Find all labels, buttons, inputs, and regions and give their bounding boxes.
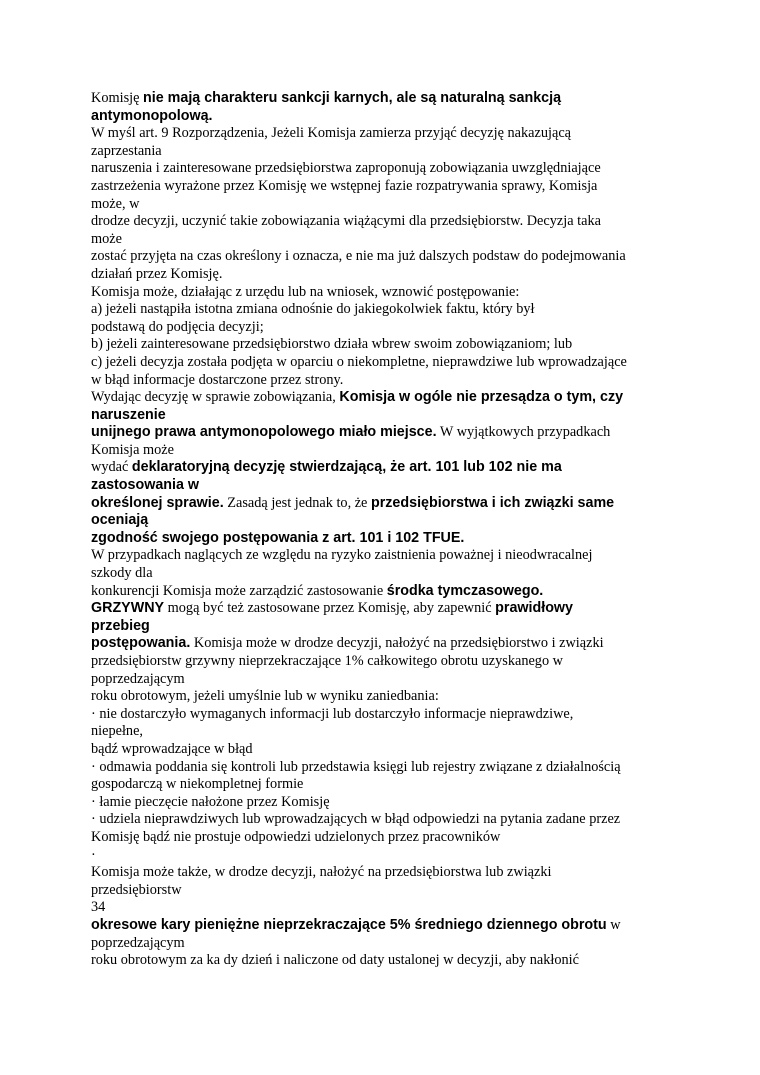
text-line: [91, 600, 681, 618]
text: drodze decyzji, uczynić takie zobowiązania wiążącymi dla przedsiębiorstw. Decyzja taka: [91, 213, 601, 230]
text-line: [91, 811, 681, 829]
text-line: [91, 301, 681, 319]
text-line: [91, 899, 681, 917]
text-line: [91, 248, 681, 266]
text: a) jeżeli nastąpiła istotna zmiana odnośnie do jakiegokolwiek faktu, który był: [91, 301, 535, 318]
text-line: [91, 442, 681, 460]
bold-text: oceniają: [91, 512, 149, 529]
bold-text: przebieg: [91, 617, 150, 634]
bold-text: nie mają charakteru sankcji karnych, ale są naturalną sankcją: [143, 90, 562, 106]
text: Komisja może: [91, 441, 174, 458]
text-line: [91, 266, 681, 284]
text: mogą być też zastosowane przez Komisję, aby zapewnić: [164, 600, 496, 617]
text-line: [91, 477, 681, 495]
text-line: [91, 618, 681, 636]
text-line: [91, 653, 681, 671]
text-line: [91, 952, 681, 970]
text: naruszenia i zainteresowane przedsiębiorstwa zaproponują zobowiązania uwzględniające: [91, 160, 601, 177]
text-line: [91, 794, 681, 812]
text: szkody dla: [91, 565, 153, 582]
text: niepełne,: [91, 723, 144, 740]
text-line: [91, 512, 681, 530]
text: zaprzestania: [91, 142, 162, 159]
text: poprzedzającym: [91, 934, 185, 951]
text: Komisja może, działając z urzędu lub na wniosek, wznowić postępowanie:: [91, 283, 520, 300]
text: · nie dostarczyło wymaganych informacji lub dostarczyło informacje nieprawdziwe,: [91, 705, 574, 722]
text: gospodarczą w niekompletnej formie: [91, 776, 304, 793]
text: Komisja może w drodze decyzji, nałożyć na przedsiębiorstwo i związki: [190, 635, 604, 652]
text-line: [91, 583, 681, 601]
text: Komisję: [91, 90, 144, 106]
bold-text: zastosowania w: [91, 477, 200, 494]
text: działań przez Komisję.: [91, 265, 223, 282]
text-line: [91, 231, 681, 249]
bold-text: unijnego prawa antymonopolowego miało miejsce.: [91, 424, 437, 441]
text-line: [91, 759, 681, 777]
text: Zasadą jest jednak to, że: [223, 494, 371, 511]
bold-text: postępowania.: [91, 635, 191, 652]
text-line: [91, 424, 681, 442]
text-line: [91, 354, 681, 372]
bold-text: określonej sprawie.: [91, 494, 224, 511]
text-line: [91, 372, 681, 390]
bold-text: środka tymczasowego.: [386, 582, 544, 599]
text: może, w: [91, 195, 140, 212]
bold-text: Komisja w ogóle nie przesądza o tym, czy: [339, 389, 624, 406]
text: bądź wprowadzające w błąd: [91, 740, 253, 757]
text-line: [91, 741, 681, 759]
text: · udziela nieprawdziwych lub wprowadzających w błąd odpowiedzi na pytania zadane przez: [91, 811, 621, 828]
text: konkurencji Komisja może zarządzić zastosowanie: [91, 582, 387, 599]
text-line: [91, 459, 681, 477]
text: 34: [91, 899, 106, 916]
text-line: [91, 706, 681, 724]
text: c) jeżeli decyzja została podjęta w oparciu o niekompletne, nieprawdziwe lub wprowadzające: [91, 353, 627, 370]
bold-text: naruszenie: [91, 406, 166, 423]
text-line: [91, 90, 681, 108]
text-line: [91, 635, 681, 653]
text: podstawą do podjęcia decyzji;: [91, 318, 264, 335]
text-line: [91, 917, 681, 935]
text-line: [91, 143, 681, 161]
text-line: [91, 336, 681, 354]
text-line: [91, 864, 681, 882]
text-line: [91, 530, 681, 548]
text-line: [91, 935, 681, 953]
text: roku obrotowym, jeżeli umyślnie lub w wyniku zaniedbania:: [91, 688, 439, 705]
bold-text: zgodność swojego postępowania z art. 101 i 102 TFUE.: [91, 529, 465, 546]
text-line: [91, 688, 681, 706]
bold-text: przedsiębiorstwa i ich związki same: [370, 494, 615, 511]
text: w błąd informacje dostarczone przez strony.: [91, 371, 344, 388]
text: zastrzeżenia wyrażone przez Komisję we wstępnej fazie rozpatrywania sprawy, Komisja: [91, 177, 598, 194]
text: b) jeżeli zainteresowane przedsiębiorstwo działa wbrew swoim zobowiązaniom; lub: [91, 336, 573, 353]
text: roku obrotowym za ka dy dzień i naliczone od daty ustalonej w decyzji, aby nakłonić: [91, 952, 579, 969]
text-line: [91, 495, 681, 513]
text: Wydając decyzję w sprawie zobowiązania,: [91, 389, 340, 406]
text-line: [91, 565, 681, 583]
text-line: [91, 882, 681, 900]
text-line: [91, 196, 681, 214]
text-line: [91, 108, 681, 126]
text-line: [91, 547, 681, 565]
text-line: [91, 319, 681, 337]
bold-text: okresowe kary pieniężne nieprzekraczające 5% średniego dziennego obrotu: [91, 916, 607, 933]
text-line: [91, 389, 681, 407]
text: W wyjątkowych przypadkach: [436, 424, 611, 441]
text-line: [91, 847, 681, 865]
text-line: [91, 284, 681, 302]
text: ·: [91, 846, 96, 863]
text: zostać przyjęta na czas określony i oznacza, e nie ma już dalszych podstaw do podejmowania: [91, 248, 626, 265]
text: wydać: [91, 459, 132, 476]
text-line: [91, 723, 681, 741]
bold-text: deklaratoryjną decyzję stwierdzającą, że art. 101 lub 102 nie ma: [131, 459, 562, 476]
text-line: [91, 671, 681, 689]
text: Komisja może także, w drodze decyzji, nałożyć na przedsiębiorstwa lub związki: [91, 864, 552, 881]
text: przedsiębiorstw: [91, 881, 182, 898]
text: · łamie pieczęcie nałożone przez Komisję: [91, 793, 330, 810]
text-line: [91, 178, 681, 196]
text: poprzedzającym: [91, 670, 185, 687]
text: Komisję bądź nie prostuje odpowiedzi udzielonych przez pracowników: [91, 828, 501, 845]
bold-text: GRZYWNY: [91, 600, 165, 617]
document-page: [91, 90, 681, 970]
text-line: [91, 125, 681, 143]
text-line: [91, 407, 681, 425]
bold-text: prawidłowy: [495, 600, 574, 617]
text: W myśl art. 9 Rozporządzenia, Jeżeli Komisja zamierza przyjąć decyzję nakazującą: [91, 125, 572, 142]
text: może: [91, 230, 122, 247]
bold-text: antymonopolową.: [91, 107, 213, 124]
text: · odmawia poddania się kontroli lub przedstawia księgi lub rejestry związane z działalnością: [91, 758, 621, 775]
text: przedsiębiorstw grzywny nieprzekraczające 1% całkowitego obrotu uzyskanego w: [91, 653, 564, 669]
text-line: [91, 776, 681, 794]
text-line: [91, 160, 681, 178]
text: W przypadkach naglących ze względu na ryzyko zaistnienia poważnej i nieodwracalnej: [91, 547, 593, 564]
text-line: [91, 213, 681, 231]
text-line: [91, 829, 681, 847]
text: w: [606, 916, 621, 933]
